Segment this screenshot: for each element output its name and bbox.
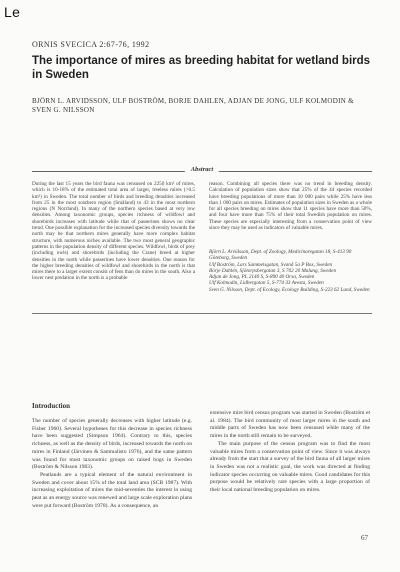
address-line: Björn L. Arvidsson, Dept. of Zoology, Medicinaregatan 18, S-413 90 Göteborg, Sweden xyxy=(209,249,352,262)
author-addresses xyxy=(209,249,372,293)
abstract-header xyxy=(32,166,372,176)
address-line: Ulf Kolmodin, Lidbergatan 5, S-774 33 Avesta, Sweden xyxy=(209,280,324,287)
address-line: Adjan de Jong, PL 2140 S, S-890 40 Orsa, Sweden xyxy=(209,274,315,281)
paragraph: The number of species generally decreases with higher latitude (e.g. Fisher 1960). Several hypotheses for this decrease in species richness have been suggested (Simpson 1964). Contrary to this, species richness, as well as the density of birds, increased towards the north on mires in Finland (Järvinen & Sammalisto 1976), and the same pattern was found for most taxonomic groups on raised bogs in Sweden (Boström & Nilsson 1983). xyxy=(32,418,192,471)
article-title: The importance of mires as breeding habitat for wetland birds in Sweden xyxy=(32,55,371,81)
paragraph: The main purpose of the census program was to find the most valuable mires from a conservation point of view. Since it was always already from the start that a survey of the bird fauna of all larger mires in Sweden was not a realistic goal, the work was directed at finding indicator species occurring on valuable mires. Good candidates for this purpose would be relatively rare species with a large proportion of their local national breeding population on mires. xyxy=(210,440,370,494)
address-line: Börje Dahlén, Sjötorpsbergatan 3, S 702 20 Malung, Sweden xyxy=(209,267,337,274)
journal-citation: ORNIS SVECICA 2:67-76, 1992 xyxy=(32,40,150,49)
introduction-left-column xyxy=(32,418,192,543)
introduction-heading: Introduction xyxy=(32,402,70,410)
corner-tag: Le xyxy=(4,4,21,20)
introduction-right-column xyxy=(210,410,370,543)
address-line: Sven G. Nilsson, Dept. of Ecology, Ecology Building, S-223 62 Lund, Sweden xyxy=(209,286,370,293)
paragraph: Peatlands are a typical element of the natural environment in Sweden and cover about 15% of the total land area (SCB 1987). With increasing exploitation of mires the mid-seventies the interest in using peat as an energy source was renewed and large scale exploration plans were put forward (Boström 1978). As a consequence, an xyxy=(32,471,192,509)
abstract-bottom-rule xyxy=(32,313,372,314)
address-line: Ulf Boström, Lars Sammelsgatan, Svanå 5a P Box, Sweden xyxy=(209,261,333,268)
page-number: 67 xyxy=(361,534,368,542)
abstract-right-column: reason. Combining all species there was no trend in breeding density. Calculation of population sizes show that 25% of the 44 species recorded have breeding populations of more than 10 000 pairs while 25% have less than 1 000 pairs on mires. Estimates of population sizes in Sweden as a whole for all species breeding on mires show that 11 species have more than 50%, and four have more than 75% of their total Swedish population on mires. These species are especially interesting from a conservation point of view since they may be used as indicators of valuable mires. xyxy=(209,181,372,232)
paragraph: extensive mire bird census program was started in Sweden (Boström et al. 1984). The bird community of most larger mires in the south and middle parts of Sweden has now been censused while many of the mires in the north still remain to be surveyed. xyxy=(210,410,370,440)
abstract-left-column: During the last 15 years the bird fauna was censused on 2250 km² of mires, which is 10-18% of the estimated total area of larger, treeless mires (>0.5 km²) in Sweden. The total number of birds and breeding densities increased from 25 in the most southern region (Småland) to 43 in the most northern regions (N Norrland). In many of the northern species based at very low densities. Among taxonomic groups, species richness of wildfowl and shorebirds increases with latitude while that of passerines shows no clear trend. One possible explanation for the increased species diversity towards the north may be that northern mires generally have more complex habitat structure, with numerous niches available. The two most general geographic patterns in the population density of different species. Wildfowl, birds of prey (including owls) and shorebirds (including the Crane) breed at higher densities in the north while passerines have lower densities. One reason for the higher breeding densities of wildfowl and shorebirds in the north is that mires there to a larger extent consist of fens than do mires in the south. Also a lower nest predation in the north is a probable xyxy=(32,181,195,282)
author-list: BJÖRN L. ARVIDSSON, ULF BOSTRÖM, BORJE DAHLEN, ADJAN DE JONG, ULF KOLMODIN & SVEN G. NILSSON xyxy=(32,97,354,114)
abstract-label: Abstract xyxy=(185,166,219,173)
